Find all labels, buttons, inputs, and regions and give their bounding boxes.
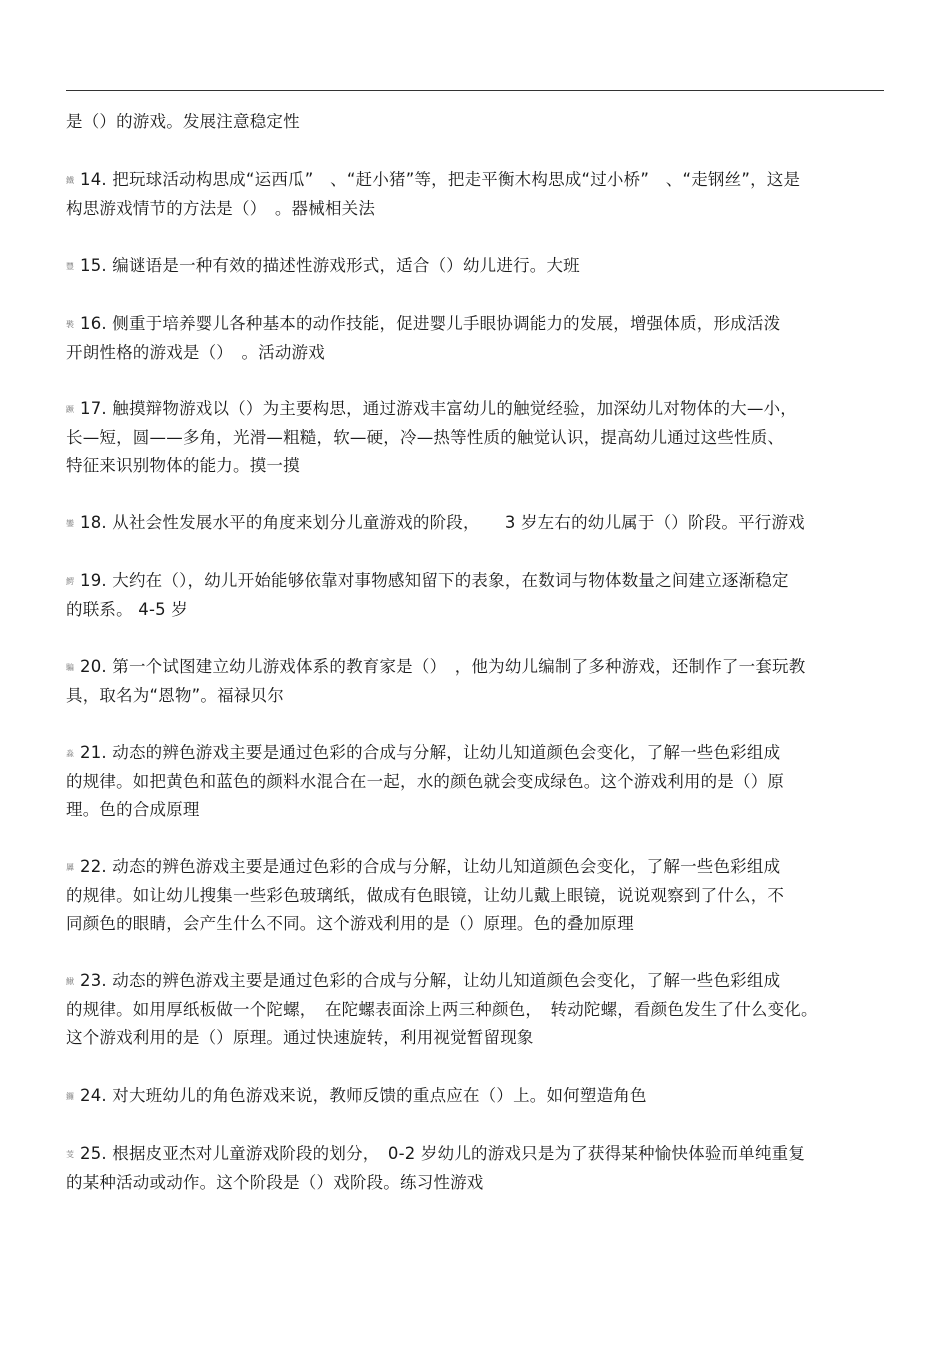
line-text: 22. 动态的辨色游戏主要是通过色彩的合成与分解，让幼儿知道颜色会变化，了解一些色彩组成 <box>80 857 781 876</box>
question-paragraph <box>66 310 886 367</box>
paragraph-line <box>66 195 886 223</box>
line-text: 19. 大约在（），幼儿开始能够依靠对事物感知留下的表象，在数词与物体数量之间建立逐渐稳定 <box>80 571 789 590</box>
header-rule <box>66 90 884 91</box>
scan-artifact-mark: 蹶 <box>66 404 73 414</box>
paragraph-line <box>66 739 886 768</box>
question-paragraph <box>66 1082 886 1111</box>
line-text: 20. 第一个试图建立幼儿游戏体系的教育家是（） ，他为幼儿编制了多种游戏，还制作了一套玩教 <box>80 657 806 676</box>
line-text: 17. 触摸辩物游戏以（）为主要构思，通过游戏丰富幼儿的触觉经验，加深幼儿对物体的大—小， <box>80 399 797 418</box>
line-text: 同颜色的眼睛，会产生什么不同。这个游戏利用的是（）原理。色的叠加原理 <box>66 913 634 933</box>
line-text: 具，取名为“恩物”。福禄贝尔 <box>66 685 284 705</box>
paragraph-line <box>66 653 886 682</box>
line-text: 23. 动态的辨色游戏主要是通过色彩的合成与分解，让幼儿知道颜色会变化，了解一些色彩组成 <box>80 971 781 990</box>
scan-artifact-mark: 淼 <box>66 748 73 758</box>
line-text: 21. 动态的辨色游戏主要是通过色彩的合成与分解，让幼儿知道颜色会变化，了解一些色彩组成 <box>80 743 781 762</box>
line-text: 的联系。 4-5 岁 <box>66 599 188 619</box>
line-text: 这个游戏利用的是（）原理。通过快速旋转，利用视觉暂留现象 <box>66 1027 534 1047</box>
paragraph-line <box>66 1024 886 1052</box>
line-text: 15. 编谜语是一种有效的描述性游戏形式，适合（）幼儿进行。大班 <box>80 256 580 275</box>
paragraph-line <box>66 509 886 538</box>
paragraph-line <box>66 967 886 996</box>
paragraph-line <box>66 768 886 796</box>
paragraph-line <box>66 252 886 281</box>
scan-artifact-mark: 騙 <box>66 662 73 672</box>
paragraph-line <box>66 882 886 910</box>
scan-artifact-mark: 鑼 <box>66 1091 73 1101</box>
scan-artifact-mark: 褧 <box>66 319 73 329</box>
line-text: 18. 从社会性发展水平的角度来划分儿童游戏的阶段， 3 岁左右的幼儿属于（）阶段。平行游戏 <box>80 513 805 532</box>
question-paragraph <box>66 1140 886 1197</box>
question-paragraph <box>66 108 886 136</box>
paragraph-line <box>66 1140 886 1169</box>
line-text: 24. 对大班幼儿的角色游戏来说，教师反馈的重点应在（）上。如何塑造角色 <box>80 1086 647 1105</box>
paragraph-line <box>66 853 886 882</box>
scan-artifact-mark: 鐵 <box>66 175 73 185</box>
scan-artifact-mark: 鰍 <box>66 976 73 986</box>
question-paragraph <box>66 567 886 624</box>
question-paragraph <box>66 853 886 938</box>
question-paragraph <box>66 395 886 480</box>
question-paragraph <box>66 967 886 1052</box>
paragraph-line <box>66 796 886 824</box>
line-text: 开朗性格的游戏是（） 。活动游戏 <box>66 342 325 362</box>
paragraph-line <box>66 310 886 339</box>
line-text: 14. 把玩球活动构思成“运西瓜” 、“赶小猪”等，把走平衡木构思成“过小桥” 、“走钢丝”，这是 <box>80 170 801 189</box>
paragraph-line <box>66 596 886 624</box>
paragraph-line <box>66 452 886 480</box>
paragraph-line <box>66 567 886 596</box>
line-text: 长—短，圆——多角，光滑—粗糙，软—硬，冷—热等性质的触觉认识，提高幼儿通过这些性质、 <box>66 427 785 447</box>
scan-artifact-mark: 羼 <box>66 862 73 872</box>
scan-artifact-mark: 鰐 <box>66 576 73 586</box>
paragraph-line <box>66 395 886 424</box>
paragraph-line <box>66 996 886 1024</box>
paragraph-line <box>66 1169 886 1197</box>
line-text: 16. 侧重于培养婴儿各种基本的动作技能，促进婴儿手眼协调能力的发展，增强体质，形成活泼 <box>80 314 781 333</box>
paragraph-line <box>66 108 886 136</box>
question-paragraph <box>66 509 886 538</box>
line-text: 是（）的游戏。发展注意稳定性 <box>66 112 300 131</box>
line-text: 特征来识别物体的能力。摸一摸 <box>66 455 300 475</box>
line-text: 的规律。如把黄色和蓝色的颜料水混合在一起，水的颜色就会变成绿色。这个游戏利用的是（）原 <box>66 771 785 791</box>
question-paragraph <box>66 252 886 281</box>
paragraph-line <box>66 910 886 938</box>
line-text: 的规律。如让幼儿搜集一些彩色玻璃纸，做成有色眼镜，让幼儿戴上眼镜，说说观察到了什么，不 <box>66 885 785 905</box>
paragraph-line <box>66 682 886 710</box>
line-text: 的某种活动或动作。这个阶段是（）戏阶段。练习性游戏 <box>66 1172 484 1192</box>
line-text: 理。色的合成原理 <box>66 799 200 819</box>
paragraph-line <box>66 424 886 452</box>
paragraph-line <box>66 166 886 195</box>
scan-artifact-mark: 鑾 <box>66 518 73 528</box>
question-paragraph <box>66 166 886 223</box>
line-text: 25. 根据皮亚杰对儿童游戏阶段的划分， 0-2 岁幼儿的游戏只是为了获得某种愉快体验而单纯重复 <box>80 1144 806 1163</box>
paragraph-line <box>66 1082 886 1111</box>
question-paragraph <box>66 739 886 824</box>
scan-artifact-mark: 芰 <box>66 1149 73 1159</box>
line-text: 的规律。如用厚纸板做一个陀螺， 在陀螺表面涂上两三种颜色， 转动陀螺，看颜色发生了什么变化。 <box>66 999 818 1019</box>
question-paragraph <box>66 653 886 710</box>
paragraph-line <box>66 339 886 367</box>
scan-artifact-mark: 豐 <box>66 261 73 271</box>
line-text: 构思游戏情节的方法是（） 。器械相关法 <box>66 198 376 218</box>
